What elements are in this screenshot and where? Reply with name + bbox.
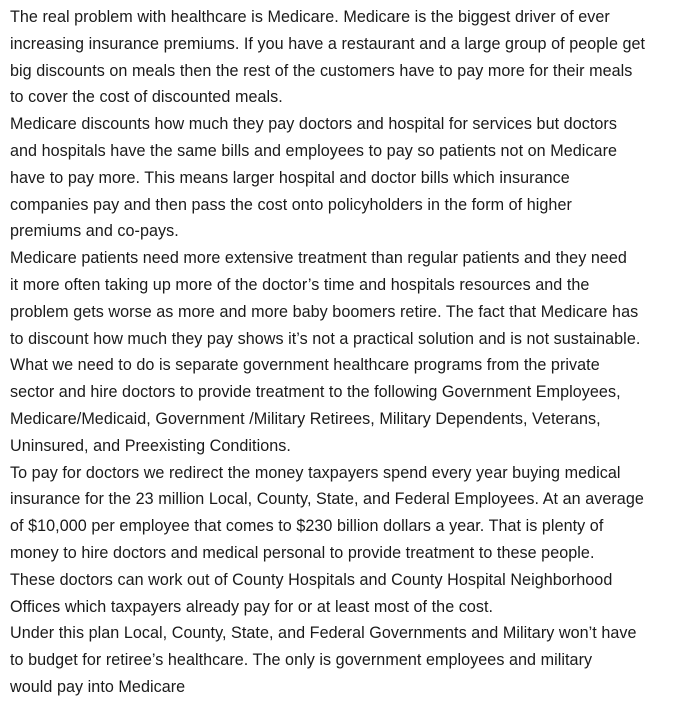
- text-line: Under this plan Local, County, State, and Federal Governments and Military won’t have: [10, 624, 637, 643]
- text-line: Medicare patients need more extensive treatment than regular patients and they need: [10, 249, 627, 268]
- document-body: [10, 4, 696, 701]
- text-line: have to pay more. This means larger hospital and doctor bills which insurance: [10, 168, 570, 187]
- text-line: money to hire doctors and medical personal to provide treatment to these people.: [10, 543, 595, 562]
- text-line: Medicare/Medicaid, Government /Military Retirees, Military Dependents, Veterans,: [10, 409, 601, 428]
- text-line: These doctors can work out of County Hospitals and County Hospital Neighborhood: [10, 570, 613, 589]
- text-line: To pay for doctors we redirect the money taxpayers spend every year buying medical: [10, 463, 621, 482]
- text-line: and hospitals have the same bills and employees to pay so patients not on Medicare: [10, 141, 618, 160]
- text-line: to cover the cost of discounted meals.: [10, 88, 283, 107]
- text-line: sector and hire doctors to provide treatment to the following Government Employees,: [10, 383, 621, 402]
- text-line: insurance for the 23 million Local, County, State, and Federal Employees. At an average: [10, 490, 644, 509]
- text-line: to budget for retiree’s healthcare. The only is government employees and military: [10, 651, 593, 670]
- text-line: to discount how much they pay shows it’s not a practical solution and is not sustainable.: [10, 329, 641, 348]
- text-line: would pay into Medicare: [10, 677, 186, 696]
- text-line: big discounts on meals then the rest of the customers have to pay more for their meals: [10, 61, 633, 80]
- text-line: premiums and co-pays.: [10, 222, 179, 241]
- text-line: it more often taking up more of the doctor’s time and hospitals resources and the: [10, 275, 590, 294]
- text-line: increasing insurance premiums. If you have a restaurant and a large group of people get: [10, 34, 646, 53]
- text-line: companies pay and then pass the cost onto policyholders in the form of higher: [10, 195, 572, 214]
- text-line: Medicare discounts how much they pay doctors and hospital for services but doctors: [10, 115, 617, 134]
- text-line: problem gets worse as more and more baby boomers retire. The fact that Medicare has: [10, 302, 639, 321]
- text-line: What we need to do is separate government healthcare programs from the private: [10, 356, 600, 375]
- text-line: Uninsured, and Preexisting Conditions.: [10, 436, 291, 455]
- text-line: of $10,000 per employee that comes to $230 billion dollars a year. That is plenty of: [10, 517, 604, 536]
- text-line: Offices which taxpayers already pay for or at least most of the cost.: [10, 597, 494, 616]
- text-line: The real problem with healthcare is Medicare. Medicare is the biggest driver of ever: [10, 8, 610, 26]
